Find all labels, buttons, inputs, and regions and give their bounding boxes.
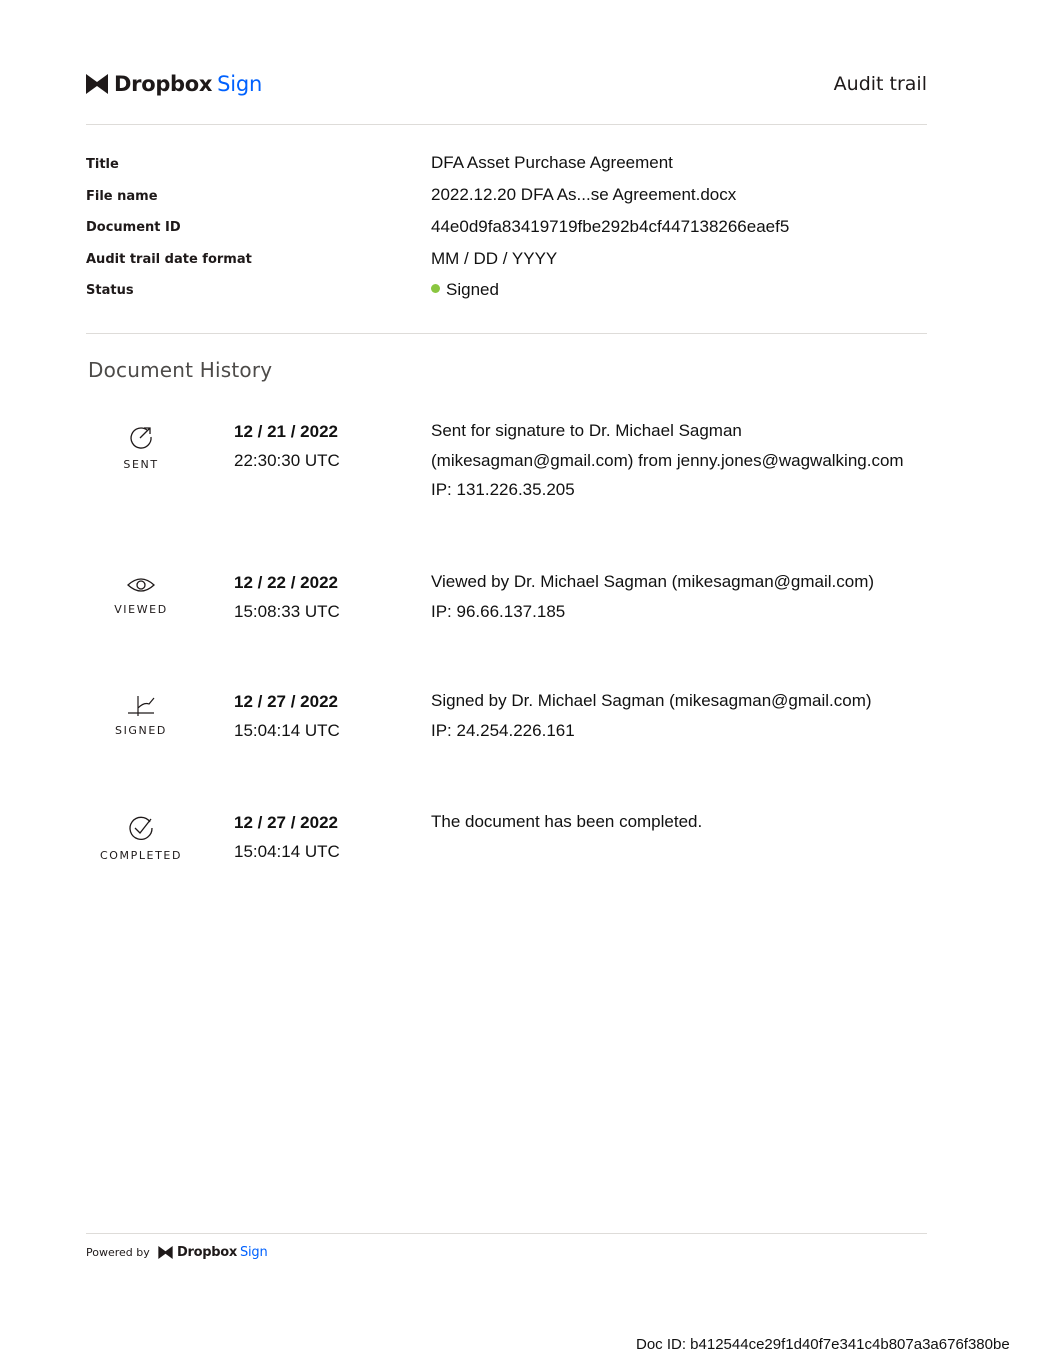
event-time: 22:30:30 UTC (234, 451, 340, 470)
event-description-line: Signed by Dr. Michael Sagman (mikesagman@gmail.com) (431, 691, 872, 710)
event-description (431, 686, 872, 745)
event-date: 12 / 22 / 2022 (234, 573, 338, 592)
event-description (431, 807, 702, 837)
file-name-value: 2022.12.20 DFA As...se Agreement.docx (431, 185, 737, 204)
event-description (431, 567, 874, 626)
event-description-line: The document has been completed. (431, 812, 703, 831)
event-date: 12 / 27 / 2022 (234, 813, 338, 832)
file-name-label: File name (86, 189, 158, 204)
event-description-line: Viewed by Dr. Michael Sagman (mikesagman@gmail.com) (431, 572, 875, 591)
document-id-value: 44e0d9fa83419719fbe292b4cf447138266eaef5 (431, 217, 790, 236)
event-time: 15:04:14 UTC (234, 842, 340, 861)
signature-icon (124, 692, 158, 718)
event-description-line: IP: 24.254.226.161 (431, 720, 575, 740)
event-date: 12 / 21 / 2022 (234, 422, 338, 441)
title-label: Title (86, 157, 119, 172)
document-id-label: Document ID (86, 220, 181, 235)
event-time: 15:04:14 UTC (234, 721, 340, 740)
dropbox-logo-icon (86, 74, 108, 94)
event-time: 15:08:33 UTC (234, 602, 340, 621)
header-divider (86, 124, 927, 125)
event-type-label: SIGNED (115, 724, 167, 737)
logo-brand-text: Dropbox (114, 72, 213, 96)
powered-by-label: Powered by (86, 1246, 150, 1259)
eye-icon (125, 573, 157, 597)
logo-product-text: Sign (239, 1245, 268, 1260)
check-circle-icon (126, 813, 156, 843)
status-text: Signed (446, 280, 499, 299)
dropbox-logo-icon (158, 1246, 173, 1259)
dropbox-sign-logo (86, 72, 262, 96)
status-dot-icon (431, 284, 440, 293)
page-title: Audit trail (833, 73, 927, 95)
date-format-value: MM / DD / YYYY (431, 249, 558, 268)
event-type-label: SENT (123, 458, 159, 471)
event-type-label: VIEWED (114, 603, 168, 616)
logo-brand-text: Dropbox (177, 1245, 237, 1260)
event-type-label: COMPLETED (99, 849, 183, 862)
date-format-label: Audit trail date format (86, 252, 252, 267)
metadata-divider (86, 333, 927, 334)
sent-arrow-icon (126, 422, 156, 452)
footer-divider (86, 1233, 927, 1234)
event-description-line: IP: 131.226.35.205 (431, 480, 575, 499)
event-description (431, 416, 904, 505)
doc-id-footer: Doc ID: b412544ce29f1d40f7e341c4b807a3a676f380be (636, 1336, 1010, 1353)
status-value (431, 280, 499, 300)
footer-dropbox-sign-logo (158, 1245, 268, 1260)
event-date: 12 / 27 / 2022 (234, 692, 338, 711)
status-label: Status (86, 283, 134, 298)
title-value: DFA Asset Purchase Agreement (431, 153, 673, 172)
event-description-line: (mikesagman@gmail.com) from jenny.jones@wagwalking.com (431, 450, 904, 470)
logo-product-text: Sign (217, 72, 263, 96)
event-description-line: IP: 96.66.137.185 (431, 601, 566, 621)
document-history-heading: Document History (88, 358, 273, 382)
event-description-line: Sent for signature to Dr. Michael Sagman (431, 421, 742, 440)
